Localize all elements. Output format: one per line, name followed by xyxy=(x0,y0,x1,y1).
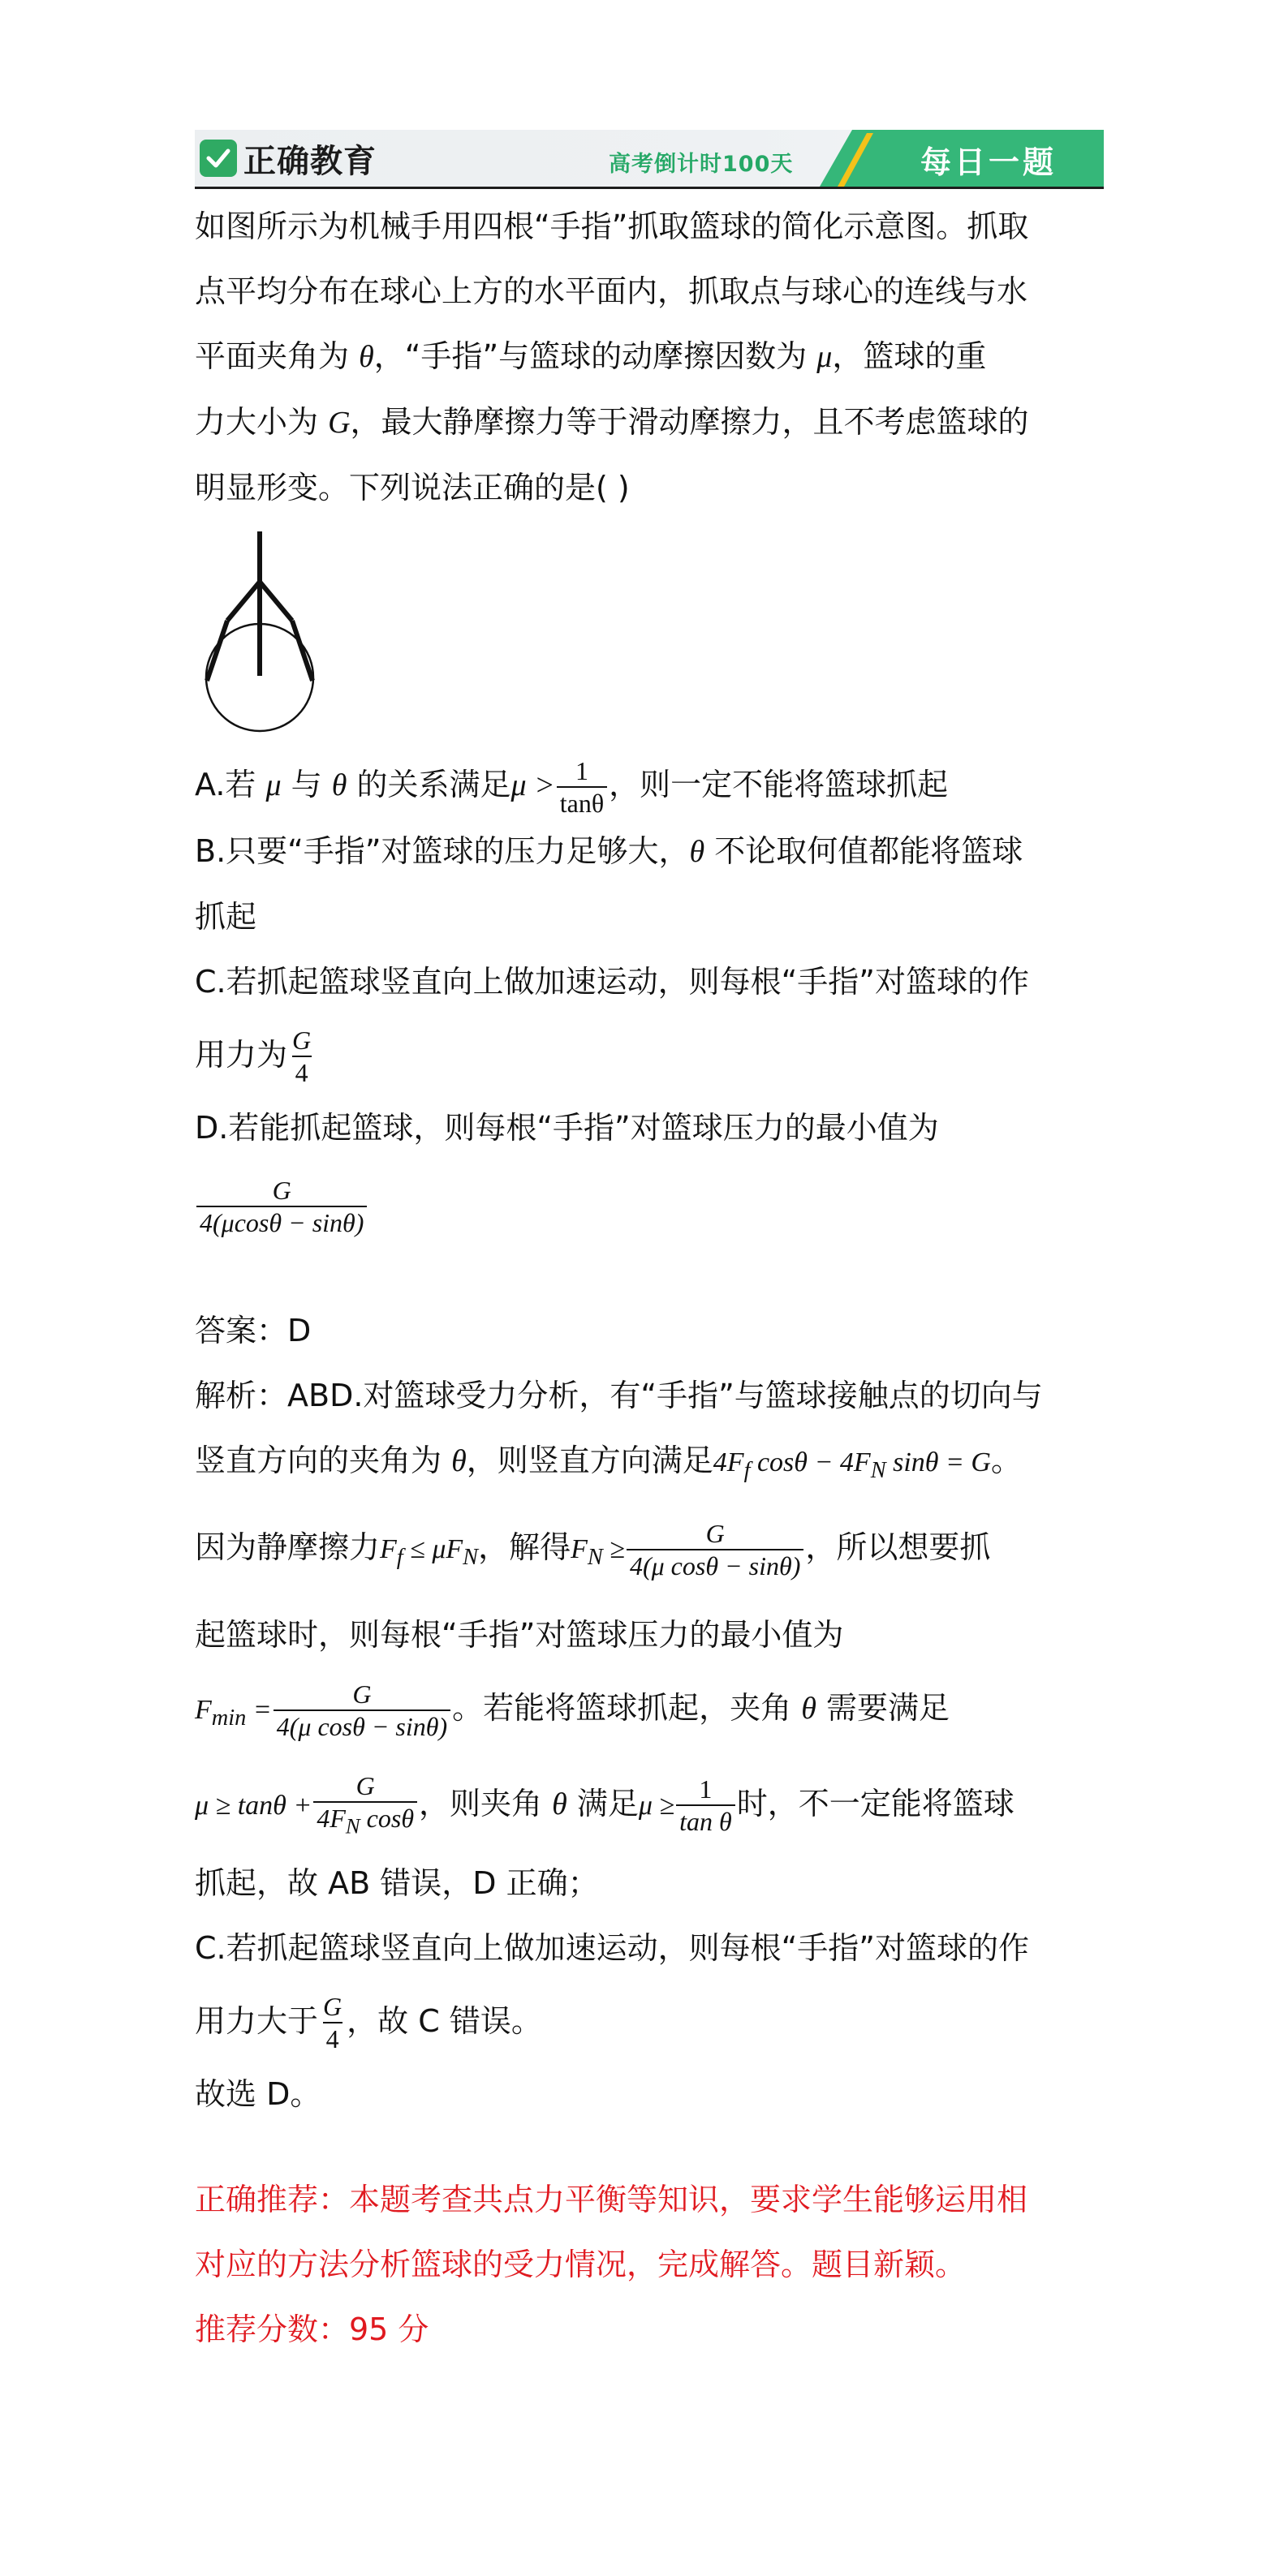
check-icon xyxy=(200,140,237,177)
answer-label: 答案：D xyxy=(195,1312,312,1348)
option-c-line-1: C.若抓起篮球竖直向上做加速运动，则每根“手指”对篮球的作 xyxy=(195,963,1029,1000)
option-c-line-2: 用力为 $\frac{G}{4}$ xyxy=(195,1014,1104,1095)
explanation-line-6: μ ≥ tanθ + $\frac{G}{4F_N \cos\theta}$ ，则夹角 θ 满足μ ≥ $\frac{1}{\text{tan θ}}$ 时，不一定能将篮球 xyxy=(195,1759,1104,1851)
mu-symbol: μ xyxy=(816,340,833,374)
explanation-line-3: 因为静摩擦力$F_f \le \mu F_N$，解得$F_N$ ≥ $\frac{G}{\text{4(μ cosθ − sinθ)}}$ ，所以想要抓 xyxy=(195,1518,991,1580)
question-line-1: 如图所示为机械手用四根“手指”抓取篮球的简化示意图。抓取 xyxy=(195,209,1029,244)
option-d-line-1: D.若能抓起篮球，则每根“手指”对篮球压力的最小值为 xyxy=(195,1109,939,1146)
page xyxy=(195,130,1104,2362)
fraction-g-over-4-b: $\frac{G}{4}$ xyxy=(323,1992,342,2054)
explanation-line-4: 起篮球时，则每根“手指”对篮球压力的最小值为 xyxy=(195,1617,844,1654)
explanation-line-2: 竖直方向的夹角为 θ，则竖直方向满足$4F_f$ $\cos\theta - 4F_N$ sinθ = G。 xyxy=(195,1442,1022,1483)
logo xyxy=(200,138,377,178)
explanation-c-line-1: C.若抓起篮球竖直向上做加速运动，则每根“手指”对篮球的作 xyxy=(195,1929,1029,1966)
recommend-line-1: 正确推荐：本题考查共点力平衡等知识，要求学生能够运用相 xyxy=(195,2181,1028,2217)
theta-symbol: θ xyxy=(359,340,374,374)
question-line-3: 平面夹角为 θ，“手指”与篮球的动摩擦因数为 μ，篮球的重 xyxy=(195,338,987,374)
fraction-1-over-tan: $\frac{1}{\tan\theta}$ xyxy=(557,755,607,819)
question-line-4: 力大小为 G，最大静摩擦力等于滑动摩擦力，且不考虑篮球的 xyxy=(195,404,1029,440)
recommend-score: 推荐分数：95 分 xyxy=(195,2311,429,2347)
ribbon-title: 每日一题 xyxy=(920,144,1057,180)
final-answer: 故选 D。 xyxy=(195,2075,321,2112)
option-b-line-1: B.只要“手指”对篮球的压力足够大，θ 不论取何值都能将篮球 xyxy=(195,832,1023,869)
option-d-line-2 xyxy=(195,1160,1104,1249)
explanation-c-line-2: 用力大于 $\frac{G}{4}$ ，故 C 错误。 xyxy=(195,1992,542,2054)
question-line-5: 明显形变。下列说法正确的是( ) xyxy=(195,470,630,505)
option-a: A.若 μ 与 θ 的关系满足μ > $\frac{1}{\tan\theta}$ ，则一定不能将篮球抓起 xyxy=(195,755,949,818)
explanation-line-5: $F_{min}$ = $\frac{G}{\text{4(μ cosθ − sinθ)}}$ 。若能将篮球抓起，夹角 θ 需要满足 xyxy=(195,1679,950,1741)
question-line-2: 点平均分布在球心上方的水平面内，抓取点与球心的连线与水 xyxy=(195,273,1028,309)
fraction-d: $\frac{G}{4(\mu\cos\theta - \sin\theta)}$ xyxy=(196,1175,367,1238)
fraction-g-over-4: $\frac{G}{4}$ xyxy=(292,1026,312,1087)
basketball-grip-figure xyxy=(195,531,1104,738)
explanation-line-7: 抓起，故 AB 错误，D 正确； xyxy=(195,1864,599,1901)
fraction-fmin: $\frac{G}{\text{4(μ cosθ − sinθ)}}$ xyxy=(274,1679,450,1742)
logo-text: 正确教育 xyxy=(243,142,377,180)
header-banner xyxy=(195,130,1104,189)
fraction-1-over-tan-2: $\frac{1}{\text{tan θ}}$ xyxy=(676,1774,735,1837)
option-b-line-2: 抓起 xyxy=(195,898,257,935)
countdown-text: 高考倒计时100天 xyxy=(609,152,794,177)
fraction-fn-min: $\frac{G}{\text{4(μ cosθ − sinθ)}}$ xyxy=(627,1518,803,1581)
explanation-line-1: 解析：ABD.对篮球受力分析，有“手指”与篮球接触点的切向与 xyxy=(195,1377,1043,1413)
recommend-line-2: 对应的方法分析篮球的受力情况，完成解答。题目新颖。 xyxy=(195,2246,967,2282)
fraction-g-over-4fn: $\frac{G}{4F_N \cos\theta}$ xyxy=(313,1770,417,1841)
